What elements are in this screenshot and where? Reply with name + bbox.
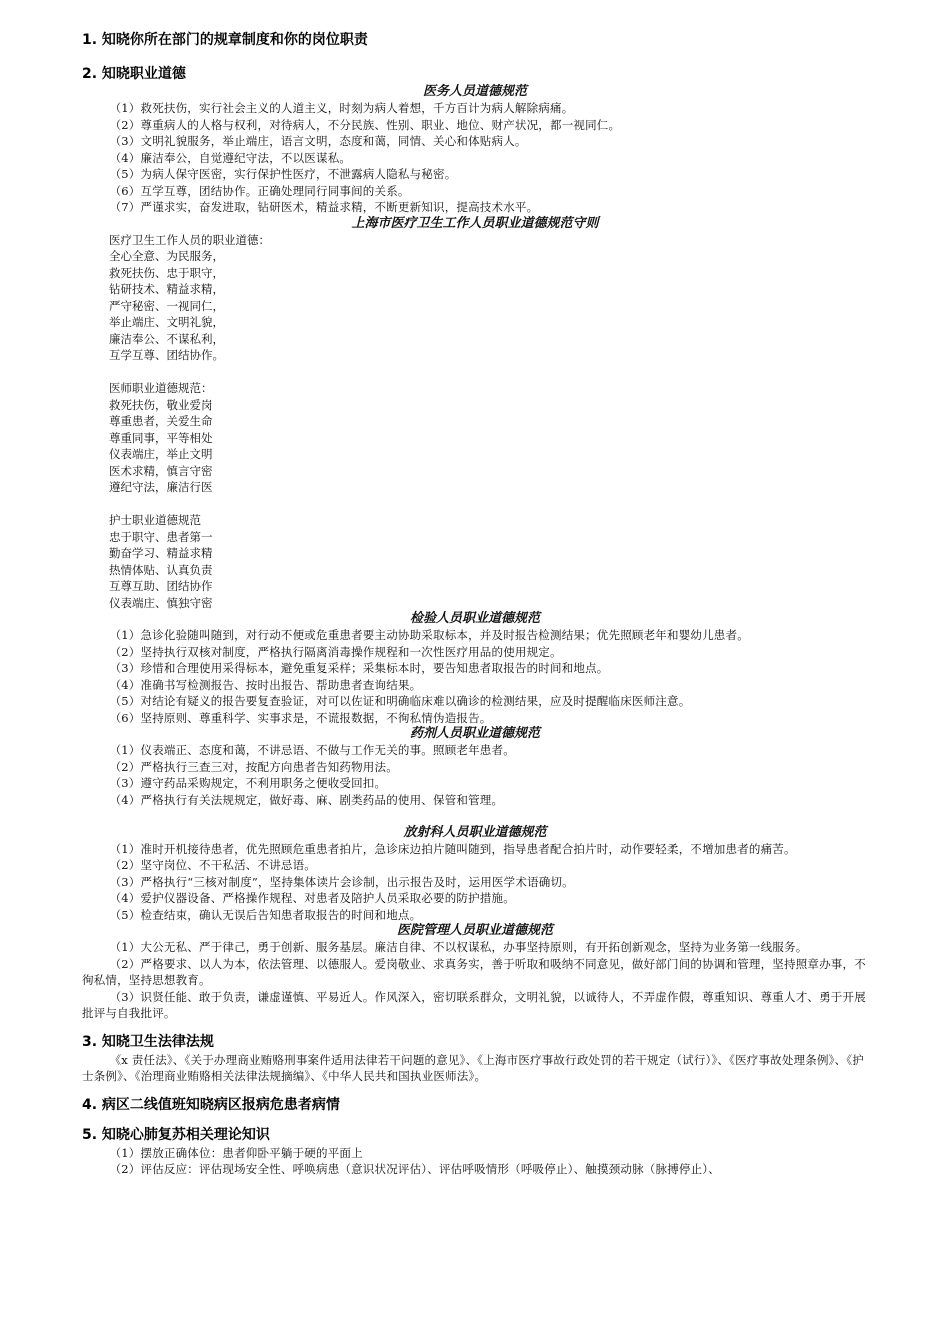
shanghai-code-title: 上海市医疗卫生工作人员职业道德规范守则 <box>351 215 599 231</box>
list-item: （3）识贤任能、敢于负责，谦虚谨慎、平易近人。作风深入，密切联系群众，文明礼貌，以诚待人，不弄虚作假，尊重知识、尊重人才、勇于开展批评与自我批评。 <box>82 989 866 1020</box>
cpr-list <box>82 1145 868 1178</box>
list-item: 钻研技术、精益求精， <box>109 282 224 296</box>
list-item: （1）救死扶伤，实行社会主义的人道主义，时刻为病人着想，千方百计为病人解除病痛。 <box>109 101 574 115</box>
list-item: （7）严谨求实，奋发进取，钻研医术，精益求精，不断更新知识，提高技术水平。 <box>109 200 539 214</box>
list-item: （4）准确书写检测报告、按时出报告、帮助患者查询结果。 <box>109 677 422 692</box>
list-item: 尊重患者，关爱生命 <box>109 414 213 428</box>
list-item: （1）摆放正确体位：患者仰卧平躺于硬的平面上 <box>109 1145 363 1160</box>
list-item: 仪表端庄、慎独守密 <box>109 595 213 610</box>
section-heading-4: 4. 病区二线值班知晓病区报病危患者病情 <box>82 1096 340 1113</box>
list-item: 护士职业道德规范 <box>109 513 201 527</box>
list-item: 救死扶伤，敬业爱岗 <box>109 397 213 412</box>
list-item: 医师职业道德规范： <box>109 381 213 395</box>
list-item: 医术求精，慎言守密 <box>109 463 213 478</box>
list-item: （5）对结论有疑义的报告要复查验证，对可以佐证和明确临床难以确诊的检测结果，应及时提醒临床医师注意。 <box>109 694 691 708</box>
list-item: （3）文明礼貌服务，举止端庄，语言文明，态度和蔼，同情、关心和体贴病人。 <box>109 134 527 148</box>
list-item: （4）爱护仪器设备、严格操作规程、对患者及陪护人员采取必要的防护措施。 <box>109 891 515 905</box>
list-item: 医疗卫生工作人员的职业道德： <box>109 232 270 247</box>
list-item: 勤奋学习、精益求精 <box>109 546 213 560</box>
list-item: （2）坚守岗位、不干私活、不讲忌语。 <box>109 858 317 872</box>
list-item: （1）准时开机接待患者，优先照顾危重患者拍片，急诊床边拍片随叫随到，指导患者配合拍片时，动作要轻柔，不增加患者的痛苦。 <box>109 841 796 856</box>
list-item: （2）尊重病人的人格与权利，对待病人，不分民族、性别、职业、地位、财产状况，都一视同仁。 <box>109 117 621 132</box>
list-item: （3）珍惜和合理使用采得标本，避免重复采样；采集标本时，要告知患者取报告的时间和地点。 <box>109 661 609 675</box>
list-item: （3）严格执行“三核对制度”，坚持集体读片会诊制，出示报告及时，运用医学术语确切。 <box>109 874 574 889</box>
list-item: （2）严格要求、以人为本，依法管理、以德服人。爱岗敬业、求真务实，善于听取和吸纳不同意见，做好部门间的协调和管理，坚持照章办事，不徇私情，坚持思想教育。 <box>82 956 866 987</box>
list-item: 廉洁奉公、不谋私利， <box>109 331 224 346</box>
medical-staff-title: 医务人员道德规范 <box>422 84 527 99</box>
list-item: 严守秘密、一视同仁， <box>109 298 224 313</box>
list-item: （1）仪表端正、态度和蔼，不讲忌语、不做与工作无关的事。照顾老年患者。 <box>109 743 515 757</box>
section-heading-5: 5. 知晓心肺复苏相关理论知识 <box>82 1126 270 1143</box>
radiology-code-list <box>82 841 868 924</box>
list-item: （3）遵守药品采购规定，不利用职务之便收受回扣。 <box>109 776 387 790</box>
pharmacy-code-list <box>82 742 868 808</box>
list-item: （1）急诊化验随叫随到，对行动不便或危重患者要主动协助采取标本，并及时报告检测结果；优先照顾老年和婴幼儿患者。 <box>109 628 749 642</box>
management-code-title: 医院管理人员职业道德规范 <box>396 923 553 938</box>
list-item: 互学互尊、团结协作。 <box>109 348 224 362</box>
list-item: （5）为病人保守医密，实行保护性医疗，不泄露病人隐私与秘密。 <box>109 167 457 181</box>
nurse-code-list <box>82 512 868 611</box>
radiology-code-title: 放射科人员职业道德规范 <box>403 824 547 840</box>
section-heading-2: 2. 知晓职业道德 <box>82 66 186 82</box>
list-item: （5）检查结束，确认无误后告知患者取报告的时间和地点。 <box>109 907 422 922</box>
doctor-code-list <box>82 380 868 496</box>
lab-code-list <box>82 627 868 726</box>
list-item: 仪表端庄，举止文明 <box>109 447 213 461</box>
management-code-list <box>82 939 868 1022</box>
list-item: 尊重同事，平等相处 <box>109 430 213 445</box>
list-item: 救死扶伤、忠于职守， <box>109 265 224 280</box>
list-item: 遵纪守法，廉洁行医 <box>109 480 213 494</box>
list-item: （4）严格执行有关法规规定，做好毒、麻、剧类药品的使用、保管和管理。 <box>109 792 504 807</box>
list-item: （6）坚持原则、尊重科学、实事求是，不谎报数据，不徇私情伪造报告。 <box>109 710 492 725</box>
pharmacy-code-title: 药剂人员职业道德规范 <box>409 726 540 741</box>
list-item: 举止端庄、文明礼貌， <box>109 315 224 329</box>
list-item: 热情体贴、认真负责 <box>109 562 213 577</box>
section-heading-3: 3. 知晓卫生法律法规 <box>82 1033 214 1050</box>
list-item: （2）坚持执行双核对制度，严格执行隔离消毒操作规程和一次性医疗用品的使用规定。 <box>109 644 562 659</box>
laws-paragraph: 《x 责任法》、《关于办理商业贿赂刑事案件适用法律若干问题的意见》、《上海市医疗事故行政处罚的若干规定（试行）》、《医疗事故处理条例》、《护士条例》、《治理商业贿赂相关法律法规摘编》、《中华人民共和国执业医师法》。 <box>82 1052 864 1083</box>
document-page <box>82 30 868 1178</box>
shanghai-general-list <box>82 232 868 364</box>
list-item: （2）严格执行三查三对，按配方向患者告知药物用法。 <box>109 759 398 774</box>
lab-code-title: 检验人员职业道德规范 <box>409 611 540 626</box>
list-item: （1）大公无私、严于律己，勇于创新、服务基层。廉洁自律、不以权谋私，办事坚持原则，有开拓创新观念，坚持为业务第一线服务。 <box>109 940 808 954</box>
list-item: 全心全意、为民服务， <box>109 249 224 263</box>
list-item: （2）评估反应：评估现场安全性、呼唤病患（意识状况评估）、评估呼吸情形（呼吸停止）、触摸颈动脉（脉搏停止）、 <box>109 1162 720 1176</box>
section-heading-1: 1. 知晓你所在部门的规章制度和你的岗位职责 <box>82 32 368 48</box>
list-item: 互尊互助、团结协作 <box>109 579 213 593</box>
list-item: （4）廉洁奉公，自觉遵纪守法，不以医谋私。 <box>109 150 352 165</box>
list-item: （6）互学互尊，团结协作。正确处理同行同事间的关系。 <box>109 183 410 198</box>
medical-staff-list <box>82 100 868 216</box>
list-item: 忠于职守、患者第一 <box>109 529 213 544</box>
